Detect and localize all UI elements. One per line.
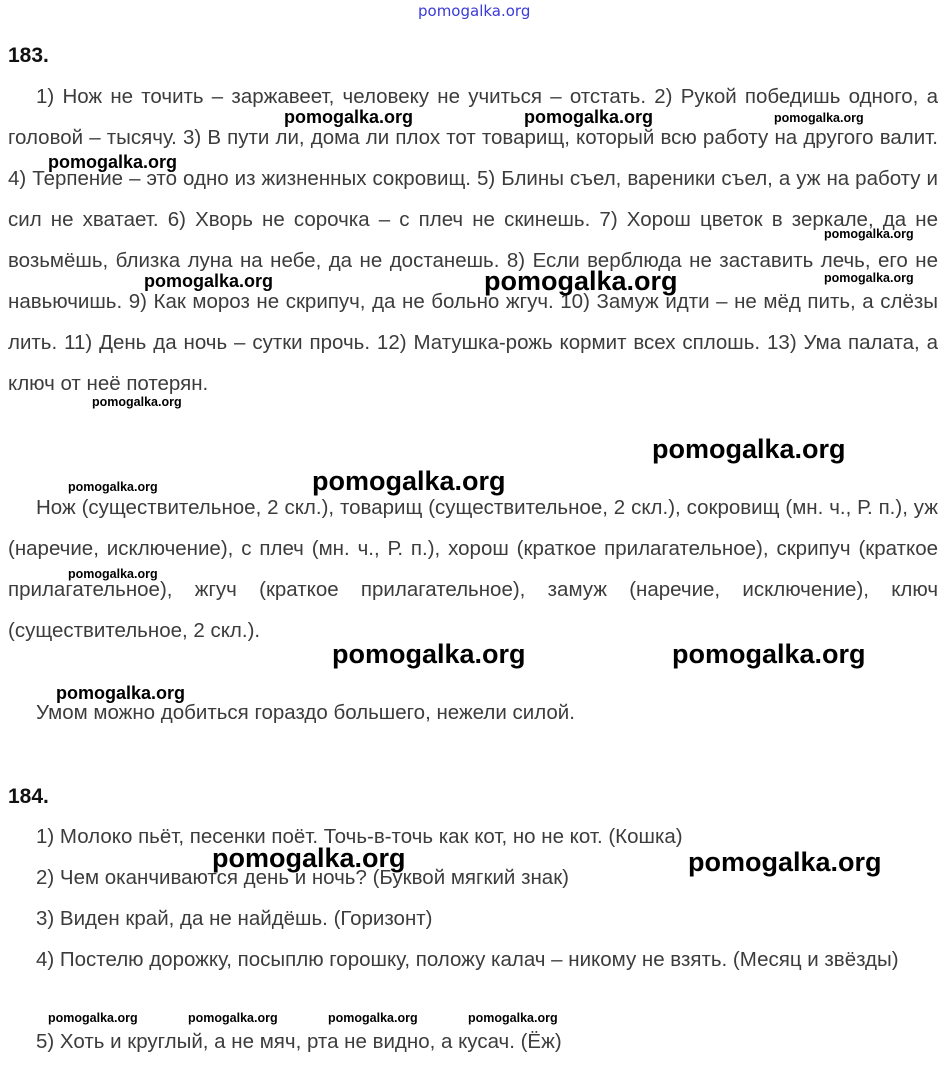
exercise-183-analysis: Нож (существительное, 2 скл.), товарищ (существительное, 2 скл.), сокровищ (мн. ч., Р. п.), уж (наречие, исключение), с плеч (мн. ч., Р. п.), хорош (краткое прилагательное), скрипуч (краткое прилагательное), жгуч (краткое прилагательное), замуж (наречие, исключение), ключ (существительное, 2 скл.). <box>8 496 938 642</box>
exercise-184-number: 184. <box>8 785 49 808</box>
watermark: pomogalka.org <box>484 266 678 296</box>
watermark: pomogalka.org <box>524 107 654 127</box>
watermark: pomogalka.org <box>312 466 506 496</box>
watermark: pomogalka.org <box>48 152 178 172</box>
watermark: pomogalka.org <box>824 227 914 241</box>
watermark: pomogalka.org <box>824 271 914 285</box>
riddle-3: 3) Виден край, да не найдёшь. (Горизонт) <box>36 907 433 930</box>
watermark: pomogalka.org <box>688 847 882 877</box>
watermark: pomogalka.org <box>672 639 866 669</box>
exercise-183-conclusion: Умом можно добиться гораздо большего, нежели силой. <box>36 701 575 724</box>
watermark: pomogalka.org <box>652 434 846 464</box>
riddle-1: 1) Молоко пьёт, песенки поёт. Точь-в-точь как кот, но не кот. (Кошка) <box>36 825 683 848</box>
watermark: pomogalka.org <box>68 567 158 581</box>
watermark: pomogalka.org <box>328 1011 418 1025</box>
riddle-2: 2) Чем оканчиваются день и ночь? (Буквой мягкий знак) <box>36 866 569 889</box>
watermark: pomogalka.org <box>284 107 414 127</box>
watermark: pomogalka.org <box>68 480 158 494</box>
header-watermark[interactable]: pomogalka.org <box>418 2 531 20</box>
watermark: pomogalka.org <box>56 683 186 703</box>
exercise-183-proverbs: 1) Нож не точить – заржавеет, человеку не учиться – отстать. 2) Рукой победишь одного, а головой – тысячу. 3) В пути ли, дома ли плох тот товарищ, который всю работу на другого валит. 4) Терпение – это одно из жизненных сокровищ. 5) Блины съел, вареники съел, а уж на работу и сил не хватает. 6) Хворь не сорочка – с плеч не скинешь. 7) Хорош цветок в зеркале, да не возьмёшь, близка луна на небе, да не достанешь. 8) Если верблюда не заставить лечь, его не навьючишь. 9) Как мороз не скрипуч, да не больно жгуч. 10) Замуж идти – не мёд пить, а слёзы лить. 11) День да ночь – сутки прочь. 12) Матушка-рожь кормит всех сплошь. 13) Ума палата, а ключ от неё потерян. <box>8 85 938 395</box>
watermark: pomogalka.org <box>144 271 274 291</box>
watermark: pomogalka.org <box>332 639 526 669</box>
watermark: pomogalka.org <box>468 1011 558 1025</box>
riddle-5: 5) Хоть и круглый, а не мяч, рта не видно, а кусач. (Ёж) <box>36 1030 562 1053</box>
watermark: pomogalka.org <box>48 1011 138 1025</box>
exercise-183-number: 183. <box>8 44 49 67</box>
riddle-4: 4) Постелю дорожку, посыплю горошку, положу калач – никому не взять. (Месяц и звёзды) <box>36 948 899 971</box>
watermark: pomogalka.org <box>774 111 864 125</box>
watermark: pomogalka.org <box>188 1011 278 1025</box>
watermark: pomogalka.org <box>212 843 406 873</box>
watermark: pomogalka.org <box>92 395 182 409</box>
